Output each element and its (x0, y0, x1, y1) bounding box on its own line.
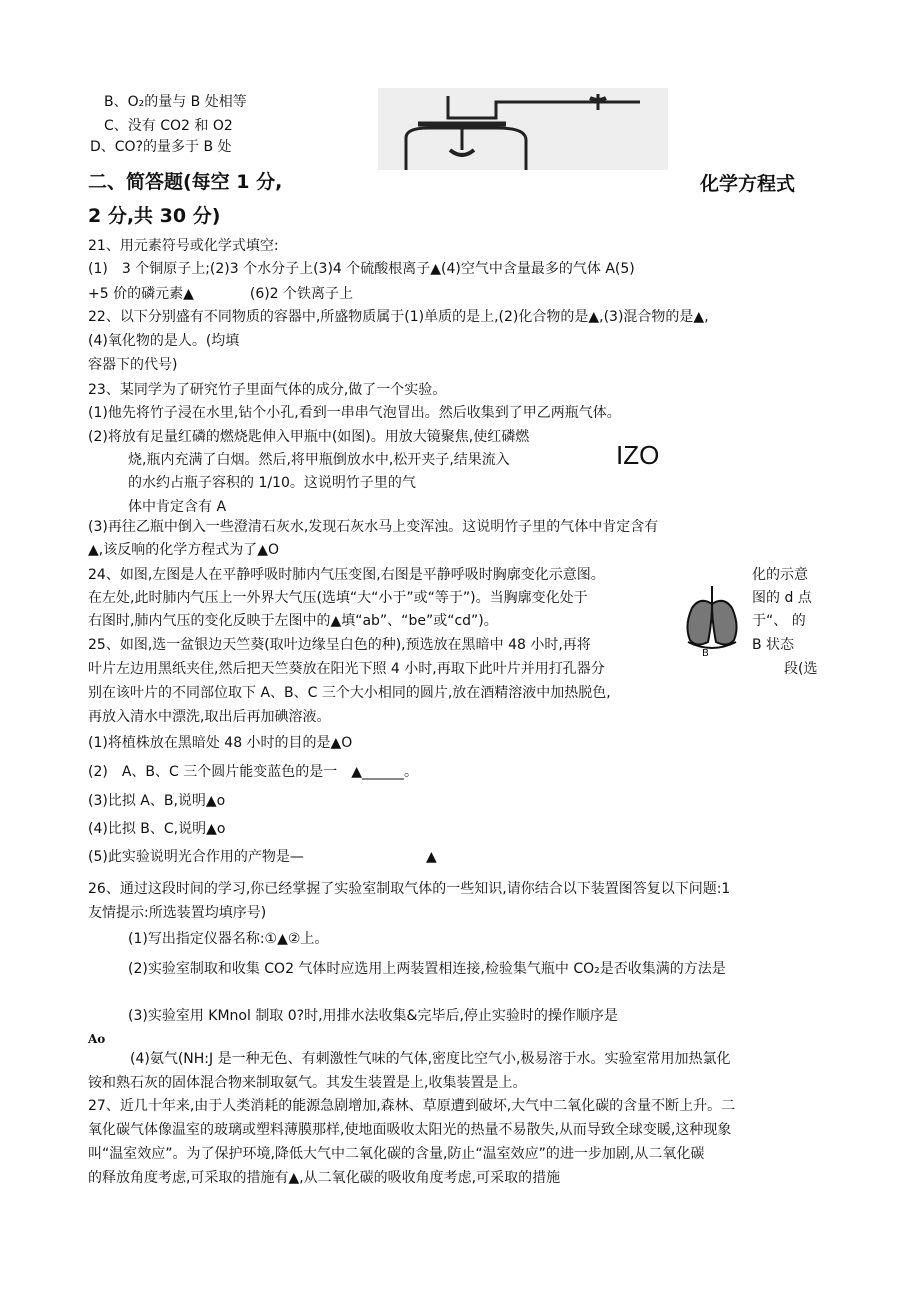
izo-figure-text: IZO (616, 440, 660, 470)
question-27-line-3: 叫“温室效应”。为了保护环境,降低大气中二氧化碳的含量,防止“温室效应”的进一步加剧,从二氧化碳 (88, 1146, 705, 1162)
question-23-part-2c: 的水约占瓶子容积的 1/10。这说明竹子里的气 (128, 475, 416, 491)
question-27-line-2: 氧化碳气体像温室的玻璃或塑料薄膜那样,使地面吸收太阳光的热量不易散失,从而导致全球变暖,这种现象 (88, 1122, 732, 1138)
answer-mark-ao: Ao (88, 1032, 106, 1046)
question-24-line-3: 右图时,肺内气压的变化反映于左图中的▲填“ab”、“be”或“cd”)。 (88, 613, 498, 629)
question-25-line-2: 叶片左边用黑纸夹住,然后把天竺葵放在阳光下照 4 小时,再取下此叶片并用打孔器分 (88, 661, 605, 677)
question-23-part-2: (2)将放有足量红磷的燃烧匙伸入甲瓶中(如图)。用放大镜聚焦,使红磷燃 (88, 429, 530, 445)
question-26-sub-1: (1)写出指定仪器名称:①▲②上。 (128, 931, 329, 947)
question-23: 23、某同学为了研究竹子里面气体的成分,做了一个实验。 (88, 382, 447, 398)
question-23-part-2d: 体中肯定含有 A (128, 499, 227, 515)
question-25-right-2: 段(选 (784, 661, 818, 677)
question-26-sub-4b: 铵和熟石灰的固体混合物来制取氨气。其发生装置是上,收集装置是上。 (88, 1075, 527, 1091)
question-25-sub-2: (2) A、B、C 三个圆片能变蓝色的是一 ▲______。 (88, 764, 419, 780)
question-21-line-2: +5 价的磷元素▲ (6)2 个铁离子上 (88, 286, 354, 302)
question-26-sub-3: (3)实验室用 KMnol 制取 0?时,用排水法收集&完毕后,停止实验时的操作顺序是 (128, 1008, 618, 1024)
question-21-line-1: (1) 3 个铜原子上;(2)3 个水分子上(3)4 个硫酸根离子▲(4)空气中含量最多的气体 A(5) (88, 261, 635, 277)
question-27: 27、近几十年来,由于人类消耗的能源急剧增加,森林、草原遭到破坏,大气中二氧化碳的含量不断上升。二 (88, 1098, 736, 1114)
question-25-line-3: 别在该叶片的不同部位取下 A、B、C 三个大小相同的圆片,放在酒精溶液中加热脱色, (88, 685, 611, 701)
option-b: B、O₂的量与 B 处相等 (104, 94, 247, 110)
question-25-sub-4: (4)比拟 B、C,说明▲o (88, 821, 226, 837)
question-21: 21、用元素符号或化学式填空: (88, 238, 279, 254)
question-24-line-2: 在左处,此时肺内气压上一外界大气压(选填“大“小于”或“等于”)。当胸廓变化处于 (88, 590, 588, 606)
question-26-sub-4: (4)氨气(NH:J 是一种无色、有刺激性气味的气体,密度比空气小,极易溶于水。实验室常用加热氯化 (130, 1051, 731, 1067)
question-24-right-3: 于“、 的 (752, 613, 806, 629)
question-22-line-2: (4)氧化物的是人。(均填 (88, 333, 240, 349)
question-25-sub-5: (5)此实验说明光合作用的产物是— (88, 849, 304, 865)
question-26: 26、通过这段时间的学习,你已经掌握了实验室制取气体的一些知识,请你结合以下装置图答复以下问题:1 (88, 881, 731, 897)
question-26-sub-2: (2)实验室制取和收集 CO2 气体时应选用上两装置相连接,检验集气瓶中 CO₂是否收集满的方法是 (128, 961, 726, 977)
question-23-part-3b: ▲,该反响的化学方程式为了▲O (88, 542, 280, 558)
option-c: C、没有 CO2 和 O2 (104, 118, 233, 134)
question-23-part-2b: 烧,瓶内充满了白烟。然后,将甲瓶倒放水中,松开夹子,结果流入 (128, 452, 510, 468)
question-24-right-1: 化的示意 (752, 567, 808, 583)
question-23-part-1: (1)他先将竹子浸在水里,钻个小孔,看到一串串气泡冒出。然后收集到了甲乙两瓶气体。 (88, 405, 621, 421)
section-heading-right: 化学方程式 (700, 173, 796, 195)
apparatus-figure (378, 88, 668, 170)
section-heading: 二、简答题(每空 1 分, (88, 171, 283, 193)
question-23-part-3: (3)再往乙瓶中倒入一些澄清石灰水,发现石灰水马上变浑浊。这说明竹子里的气体中肯定含有 (88, 519, 659, 535)
question-27-line-4: 的释放角度考虑,可采取的措施有▲,从二氧化碳的吸收角度考虑,可采取的措施 (88, 1170, 561, 1186)
question-25-line-4: 再放入清水中漂洗,取出后再加碘溶液。 (88, 709, 331, 725)
thorax-figure-label: B (702, 648, 709, 658)
question-24-right-2: 图的 d 点 (752, 590, 812, 606)
question-25-sub-1: (1)将植株放在黑暗处 48 小时的目的是▲O (88, 735, 353, 751)
question-26-hint: 友情提示:所选装置均填序号) (88, 905, 267, 921)
question-25-sub-5-blank: ▲ (426, 849, 437, 865)
question-25-sub-3: (3)比拟 A、B,说明▲o (88, 793, 226, 809)
question-22: 22、以下分别盛有不同物质的容器中,所盛物质属于(1)单质的是上,(2)化合物的是▲,(3)混合物的是▲, (88, 309, 709, 325)
question-22-line-3: 容器下的代号) (88, 357, 178, 373)
question-25: 25、如图,选一盆银边天竺葵(取叶边缘呈白色的种),预选放在黑暗中 48 小时,再将 (88, 637, 591, 653)
section-heading-cont: 2 分,共 30 分) (88, 205, 221, 227)
option-d: D、CO?的量多于 B 处 (90, 139, 232, 155)
question-25-right-1: B 状态 (752, 637, 795, 653)
question-24: 24、如图,左图是人在平静呼吸时肺内气压变图,右图是平静呼吸时胸廓变化示意图。 (88, 567, 605, 583)
thorax-figure (682, 582, 742, 658)
